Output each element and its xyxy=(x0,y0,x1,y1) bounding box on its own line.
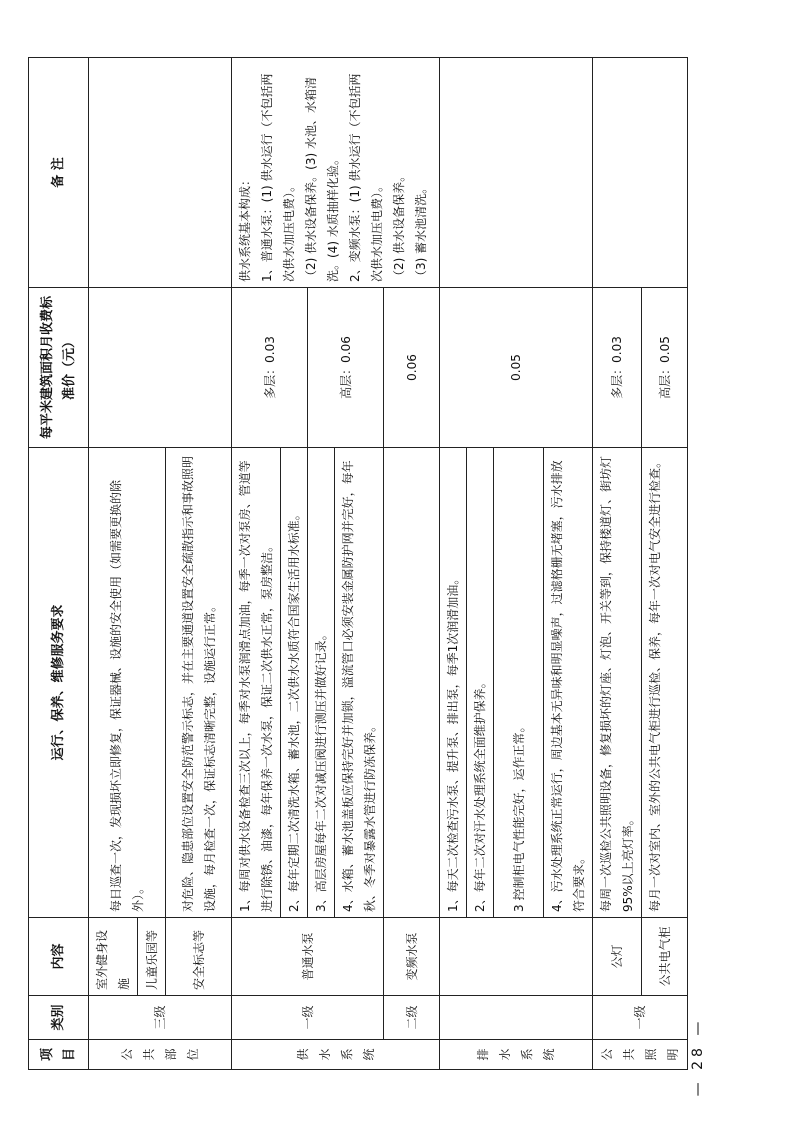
req-water-freq-empty xyxy=(384,448,440,918)
page-number: — 28 — xyxy=(690,1017,706,1097)
price-light-high: 高层：0.05 xyxy=(642,288,688,448)
header-item: 项目 xyxy=(29,1040,89,1070)
req-water-3: 3、高层房屋每年二次对减压阀进行测压并做好记录。 xyxy=(308,448,335,918)
req-drain-1: 1、每天二次检查污水泵、提升泵、排出泵，每季1次润滑加油。 xyxy=(440,448,467,918)
remarks-drainage-empty xyxy=(440,58,593,288)
content-drainage-empty xyxy=(440,918,593,996)
req-safety: 对危险、隐患部位设置安全防范警示标志，并在主要通道设置安全疏散指示和事故照明设施，每月检查一次，保证标志清晰完整，设施运行正常。 xyxy=(166,448,232,918)
header-requirements: 运行、保养、维修服务要求 xyxy=(29,448,89,918)
remarks-water-2: （2) 供水设备保养。(3) 水池、水箱清洗。(4) 水质抽样化验。 xyxy=(304,77,340,282)
price-water-high: 高层：0.06 xyxy=(308,288,384,448)
remarks-lighting-empty xyxy=(593,58,688,288)
remarks-water-title: 供水系统基本构成： xyxy=(238,173,252,282)
req-facilities: 每日巡查一次，发现损坏立即修复，保证器械、设施的安全使用（如需要更换的除外）。 xyxy=(89,448,166,918)
table-row xyxy=(440,58,467,1070)
header-row xyxy=(29,58,89,1070)
remarks-water-5: （3) 蓄水池清洗。 xyxy=(414,181,428,282)
content-normal-pump: 普通水泵 xyxy=(232,918,384,996)
price-drainage: 0.05 xyxy=(440,288,593,448)
remarks-water-4: （2) 供水设备保养。 xyxy=(392,169,406,282)
header-price: 每平米建筑面积月收费标准价（元） xyxy=(29,288,89,448)
content-safety-signs: 安全标志等 xyxy=(166,918,232,996)
category-public: 三级 xyxy=(89,996,232,1040)
category-lighting: 一级 xyxy=(593,996,688,1040)
content-fitness: 室外健身设施 xyxy=(89,918,138,996)
req-lamp: 每周一次巡检公共照明设备，修复损坏的灯座、灯泡、开关等到，保持楼道灯、街坊灯 95%以上亮灯率。 xyxy=(593,448,642,918)
req-cabinet: 每月一次对室内、室外的公共电气柜进行巡检、保养，每年一次对电气安全进行检查。 xyxy=(642,448,688,918)
req-water-4: 4、水箱、蓄水池盖板应保持完好并加锁，溢流管口必须安装金属防护网并完好，每年秋、冬季对暴露水管进行防冻保养。 xyxy=(335,448,384,918)
header-content: 内容 xyxy=(29,918,89,996)
price-water-freq: 0.06 xyxy=(384,288,440,448)
price-public-empty xyxy=(89,288,232,448)
req-drain-3: 3 控制柜电气性能完好，运作正常。 xyxy=(494,448,544,918)
content-freq-pump: 变频水泵 xyxy=(384,918,440,996)
item-water-supply: 供水系统 xyxy=(232,1040,440,1070)
remarks-water xyxy=(232,58,440,288)
price-light-multi: 多层：0.03 xyxy=(593,288,642,448)
remarks-water-1: 1、普通水泵：(1) 供水运行（不包括两次供水加压电费）。 xyxy=(260,73,296,282)
req-water-2: 2、每年定期二次清洗水箱、蓄水池，二次供水水质符合国家生活用水标准。 xyxy=(281,448,308,918)
service-standard-table xyxy=(28,57,688,1070)
remarks-public-empty xyxy=(89,58,232,288)
category-water-2: 二级 xyxy=(384,996,440,1040)
header-remarks: 备 注 xyxy=(29,58,89,288)
table-row xyxy=(232,58,281,1070)
req-drain-4: 4、污水处理系统正常运行，周边基本无异味和明显噪声，过滤格栅无堵塞，污水排放符合要求。 xyxy=(544,448,593,918)
item-drainage: 排水系统 xyxy=(440,1040,593,1070)
content-playground: 儿童乐园等 xyxy=(138,918,166,996)
req-drain-2: 2、每年二次对汗水处理系统全面维护保养。 xyxy=(467,448,494,918)
header-category: 类别 xyxy=(29,996,89,1040)
item-lighting: 公共照明 xyxy=(593,1040,688,1070)
content-cabinet: 公共电气柜 xyxy=(642,918,688,996)
content-lamp: 公灯 xyxy=(593,918,642,996)
category-water-1: 一级 xyxy=(232,996,384,1040)
category-drainage-empty xyxy=(440,996,593,1040)
table-row xyxy=(593,58,642,1070)
remarks-water-3: 2、变频水泵：(1) 供水运行（不包括两次供水加压电费）。 xyxy=(348,73,384,282)
req-water-1: 1、每周对供水设备检查三次以上，每季对水泵润滑点加油，每季一次对泵房、管道等进行除锈、油漆，每年保养一次水泵，保证二次供水正常，泵房整洁。 xyxy=(232,448,281,918)
table-row xyxy=(89,58,138,1070)
price-water-multi: 多层：0.03 xyxy=(232,288,308,448)
item-public-area: 公共部位 xyxy=(89,1040,232,1070)
